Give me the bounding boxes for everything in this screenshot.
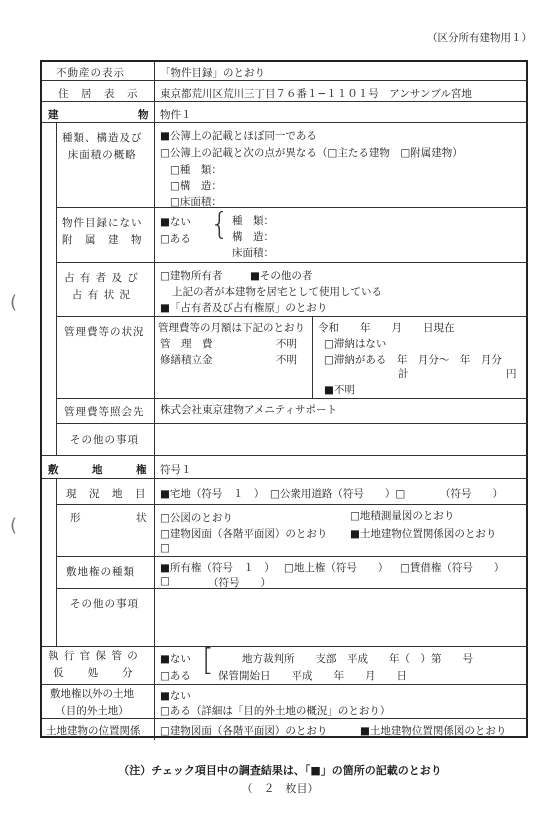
property-display-value: 「物件目録」のとおり xyxy=(160,67,265,79)
type-structure-sub-structure: □構 造： xyxy=(170,180,222,192)
property-display-label: 不動産の表示 xyxy=(56,67,125,79)
arrears-option-exists: □滞納がある 年 月分〜 年 月分 xyxy=(324,354,502,366)
site-right-type-superficies: □地上権（符号 ） xyxy=(284,562,389,574)
building-label-left: 建 xyxy=(48,109,60,121)
monthly-fee-heading: 管理費等の月額は下記のとおり xyxy=(158,322,305,334)
arrears-yen-label: 円 xyxy=(506,368,517,380)
land-use-public-road: □公衆用道路（符号 ）□ xyxy=(270,488,406,500)
occupant-usage-text: 上記の者が本建物を居宅として使用している xyxy=(172,286,382,298)
indent-divider-building xyxy=(56,122,57,455)
occupant-reference: ■「占有者及び占有権原」のとおり xyxy=(160,302,328,314)
arrears-option-none: □滞納はない xyxy=(324,338,387,350)
site-right-type-other-code: （符号 ） xyxy=(208,577,271,589)
shape-label-right: 状 xyxy=(136,512,148,524)
annex-sub-area: 床面積： xyxy=(232,247,274,259)
provisional-disposition-label: 執 行 官 保 管 の 仮 処 分 xyxy=(48,650,139,679)
site-right-type-ownership: ■所有権（符号 １ ） xyxy=(160,562,275,574)
site-right-type-other: □ xyxy=(160,575,170,587)
type-structure-option-different: □公簿上の記載と次の点が異なる（□主たる建物 □附属建物） xyxy=(160,147,463,159)
provisional-start-date: 保管開始日 平成 年 月 日 xyxy=(218,670,407,682)
position-relation-map: ■土地建物位置関係図のとおり xyxy=(360,725,507,737)
bracket-mark: [ xyxy=(202,643,214,678)
management-contact-label: 管理費等照会先 xyxy=(64,406,145,418)
building-value: 物件１ xyxy=(160,109,192,121)
punch-hole-mark: ( xyxy=(10,515,18,536)
management-contact-value: 株式会社東京建物アメニティサポート xyxy=(160,404,338,416)
site-right-type-label: 敷地権の種類 xyxy=(66,566,135,578)
provisional-court-line: 地方裁判所 支部 平成 年（ ）第 号 xyxy=(242,653,473,665)
page-number: （ ２ 枚目） xyxy=(241,782,319,795)
brace-mark: { xyxy=(210,207,230,242)
shape-survey-map: □地積測量図のとおり xyxy=(350,510,455,522)
annex-sub-type: 種 類： xyxy=(232,215,274,227)
site-right-label-right: 権 xyxy=(136,464,148,476)
reserve-fund-value: 不明 xyxy=(276,354,297,366)
type-structure-sub-type: □種 類： xyxy=(170,164,222,176)
non-site-land-option-exists: □ある（詳細は「目的外土地の概況」のとおり） xyxy=(160,705,391,717)
fee-date-line: 令和 年 月 日現在 xyxy=(318,322,455,334)
site-right-value: 符号１ xyxy=(160,464,192,476)
reserve-fund-label: 修繕積立金 xyxy=(160,354,213,366)
type-structure-sub-area: □床面積： xyxy=(170,196,222,208)
annex-option-exists: □ある xyxy=(160,233,191,245)
footer-note: （注）チェック項目中の調査結果は、「■」の箇所の記載のとおり xyxy=(118,764,442,777)
non-site-land-label: 敷地権以外の土地 （目的外土地） xyxy=(50,688,134,717)
non-site-land-option-none: ■ない xyxy=(160,690,191,702)
provisional-option-exists: □ある xyxy=(160,670,191,682)
annex-sub-structure: 構 造： xyxy=(232,231,274,243)
occupant-option-owner: □建物所有者 xyxy=(160,270,223,282)
management-fee-label: 管理費等の状況 xyxy=(64,326,145,338)
annex-building-label: 物件目録にない 附 属 建 物 xyxy=(62,217,143,246)
position-building-drawing: □建物図面（各階平面図）のとおり xyxy=(160,725,328,737)
site-right-label-mid: 地 xyxy=(92,464,104,476)
type-structure-label: 種類、構造及び 床面積の概略 xyxy=(62,132,143,161)
provisional-option-none: ■ない xyxy=(160,653,191,665)
occupant-label: 占 有 者 及 び 占 有 状 況 xyxy=(64,272,139,301)
arrears-total-label: 計 xyxy=(398,368,409,380)
document-type-label: （区分所有建物用１） xyxy=(427,32,532,44)
other-site-label: その他の事項 xyxy=(70,598,139,610)
site-right-label-left: 敷 xyxy=(48,464,60,476)
land-use-residential: ■宅地（符号 １ ） xyxy=(160,488,265,500)
investigation-form-table xyxy=(40,60,528,738)
punch-hole-mark: ( xyxy=(10,292,18,313)
annex-option-none: ■ない xyxy=(160,216,191,228)
shape-public-map: □公図のとおり xyxy=(160,512,233,524)
column-divider xyxy=(154,62,155,740)
land-use-other-code: （符号 ） xyxy=(440,488,503,500)
arrears-option-unknown: ■不明 xyxy=(324,384,355,396)
shape-label-left: 形 xyxy=(70,512,82,524)
shape-building-drawing: □建物図面（各階平面図）のとおり xyxy=(160,528,328,540)
site-right-type-lease: □賃借権（符号 ） xyxy=(400,562,505,574)
position-relation-label: 土地建物の位置関係 xyxy=(46,725,141,737)
residence-display-value: 東京都荒川区荒川三丁目７６番１−１１０１号 アンサンブル宮地 xyxy=(160,88,472,100)
current-land-use-label: 現 況 地 目 xyxy=(66,488,147,500)
type-structure-option-same: ■公簿上の記載とほぼ同一である xyxy=(160,130,317,142)
management-fee-divider xyxy=(312,316,313,398)
shape-position-map: ■土地建物位置関係図のとおり xyxy=(350,528,497,540)
building-label-right: 物 xyxy=(138,109,150,121)
management-fee-item-label: 管 理 費 xyxy=(160,338,213,350)
management-fee-item-value: 不明 xyxy=(276,338,297,350)
occupant-option-other: ■その他の者 xyxy=(250,270,313,282)
shape-other: □ xyxy=(160,542,170,554)
residence-display-label: 住 居 表 示 xyxy=(58,88,139,100)
other-building-label: その他の事項 xyxy=(70,434,139,446)
